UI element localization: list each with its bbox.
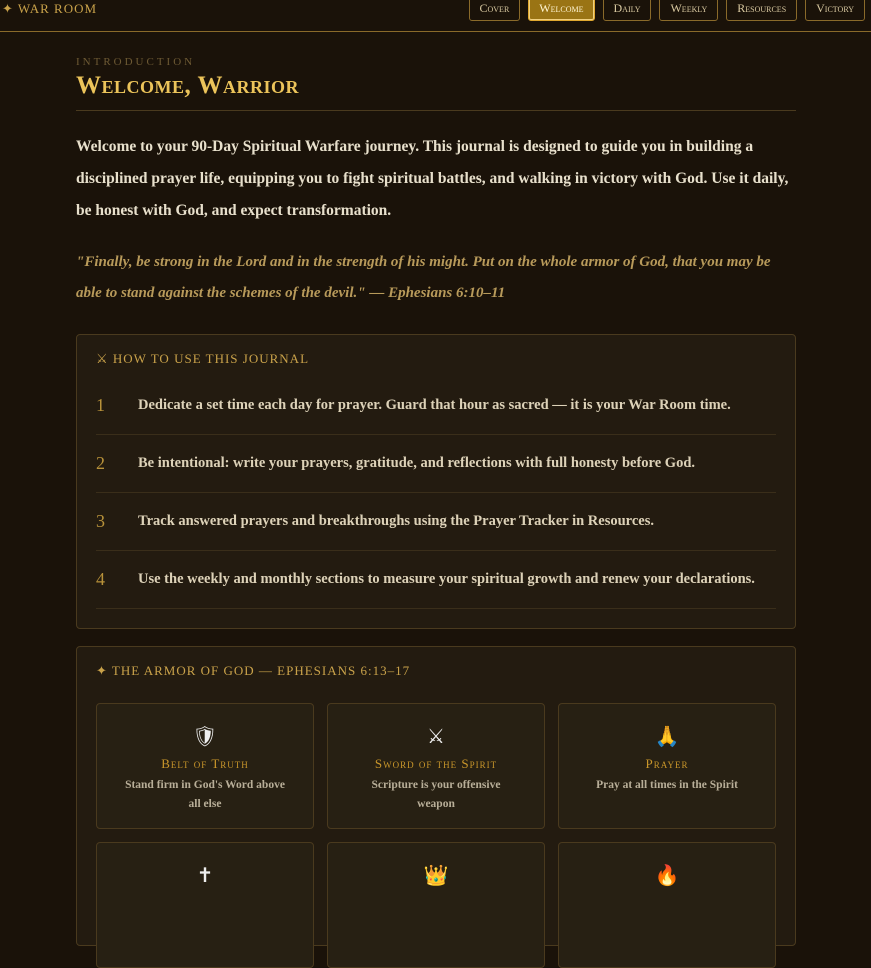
intro-text: Welcome to your 90-Day Spiritual Warfare journey. This journal is designed to guide you in building a disciplined prayer life, equipping you to fight spiritual battles, and walking in victory with God. Use it daily, be honest with God, and expect transformation. [76, 138, 789, 219]
list-item [96, 377, 776, 435]
crown-icon: 👑 [423, 863, 449, 887]
armor-card [96, 703, 314, 829]
step-number: 2 [96, 453, 105, 473]
armor-of-god-panel [76, 646, 796, 946]
main-content [76, 32, 796, 946]
top-bar [0, 0, 871, 32]
armor-card [558, 703, 776, 829]
armor-card [327, 703, 545, 829]
list-item [96, 551, 776, 609]
armor-card [327, 842, 545, 968]
armor-card [96, 842, 314, 968]
list-item [96, 493, 776, 551]
step-number: 3 [96, 511, 105, 531]
step-text: Be intentional: write your prayers, gratitude, and reflections with full honesty before God. [138, 455, 696, 471]
armor-desc: Scripture is your offensive weapon [371, 779, 501, 810]
panel-title: ⚔ HOW TO USE THIS JOURNAL [96, 351, 310, 366]
tab-daily[interactable]: Daily [603, 0, 652, 21]
step-text: Dedicate a set time each day for prayer. Guard that hour as sacred — it is your War Room time. [138, 397, 731, 413]
list-item [96, 435, 776, 493]
scripture-quote: "Finally, be strong in the Lord and in the strength of his might. Put on the whole armor of God, that you may be able to stand against the schemes of the devil." — Ephesians 6:10–11 [76, 254, 771, 301]
brand-logo: ✦ WAR ROOM [2, 1, 98, 16]
fire-icon: 🔥 [654, 863, 680, 887]
armor-desc: Stand firm in God's Word above all else [125, 779, 285, 810]
swords-icon: ⚔ [427, 724, 445, 748]
tab-weekly[interactable]: Weekly [659, 0, 718, 21]
armor-desc: Pray at all times in the Spirit [596, 779, 738, 791]
tab-welcome[interactable]: Welcome [528, 0, 594, 21]
page-title: Welcome, Warrior [76, 72, 796, 111]
armor-name: Sword of the Spirit [374, 756, 498, 771]
step-text: Use the weekly and monthly sections to measure your spiritual growth and renew your declarations. [138, 571, 755, 587]
step-number: 4 [96, 569, 105, 589]
armor-name: Belt of Truth [161, 756, 249, 771]
armor-name: Prayer [645, 756, 689, 771]
panel-title: ✦ THE ARMOR OF GOD — EPHESIANS 6:13–17 [96, 663, 411, 678]
armor-card [558, 842, 776, 968]
shield-icon: 🛡 [192, 724, 218, 748]
section-eyebrow: INTRODUCTION [76, 56, 196, 68]
step-number: 1 [96, 395, 105, 415]
step-text: Track answered prayers and breakthroughs using the Prayer Tracker in Resources. [138, 513, 654, 529]
nav-tabs [469, 0, 866, 21]
tab-victory[interactable]: Victory [805, 0, 865, 21]
tab-cover[interactable]: Cover [469, 0, 521, 21]
how-to-use-panel [76, 334, 796, 629]
tab-resources[interactable]: Resources [726, 0, 797, 21]
praying-hands-icon: 🙏 [654, 724, 680, 748]
cross-icon: ✝ [196, 863, 214, 887]
